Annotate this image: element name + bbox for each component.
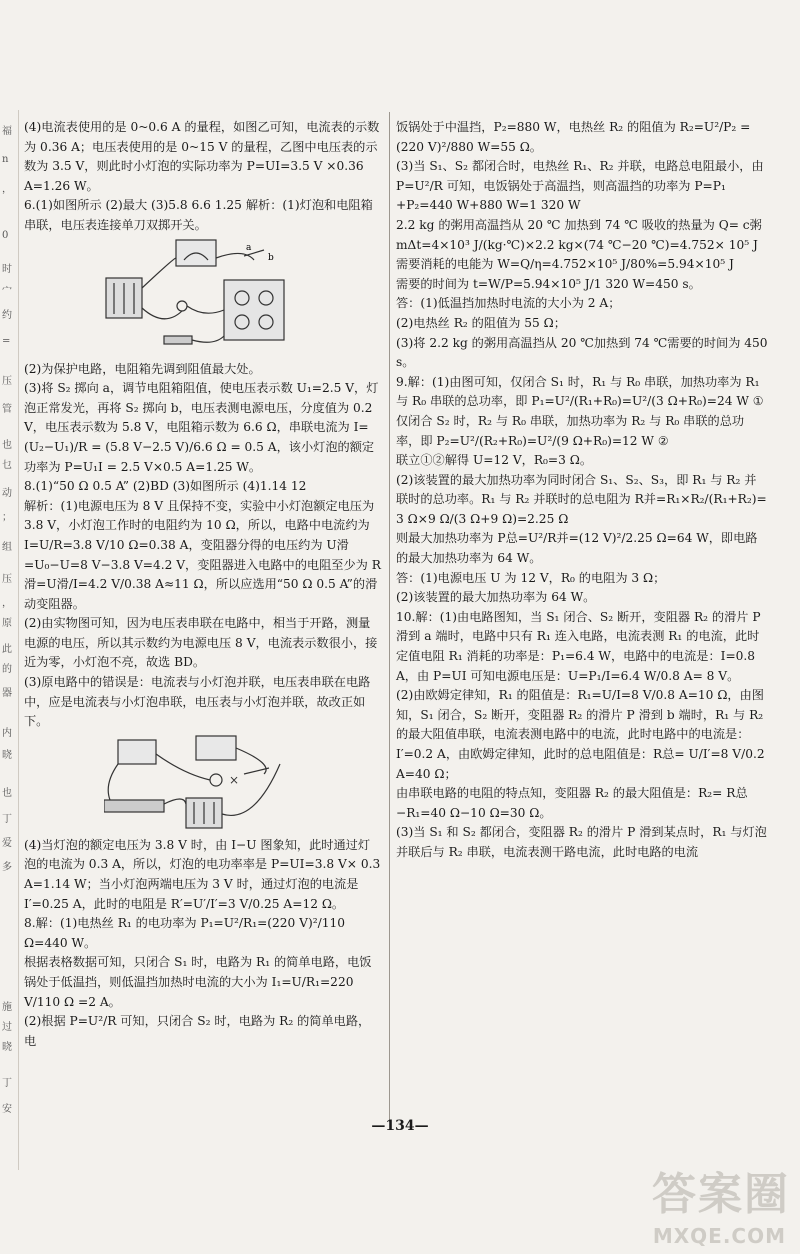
paragraph: 解析：(1)电源电压为 8 V 且保持不变，实验中小灯泡额定电压为 3.8 V，小灯泡工作时的电阻约为 10 Ω，所以，电路中电流约为 I=U/R=3.8 V/10 Ω=0.38 A，变阻器分得的电压约为 U滑 =U₀−U=8 V−3.8 V=4.2 V，变阻器进入电路中的电阻至少为 R滑=U滑/I=4.2 V/0.38 A≈11 Ω，所以应选用“50 Ω 0.5 A”的滑动变阻器。 — [24, 498, 381, 611]
paragraph: 则最大加热功率为 P总=U²/R并=(12 V)²/2.25 Ω=64 W，即电路的最大加热功率为 64 W。 — [396, 531, 758, 566]
gutter-char: 时 — [2, 264, 12, 275]
page-number: —134— — [371, 1118, 429, 1134]
gutter-char: 晓 — [2, 750, 12, 761]
paragraph: 需要消耗的电能为 W=Q/η=4.752×10⁵ J/80%=5.94×10⁵ J — [396, 257, 734, 272]
gutter-char: 原 — [2, 618, 12, 629]
circuit-figure-q8 — [104, 734, 294, 834]
gutter-char: 压 — [2, 376, 12, 387]
paragraph: (3)当 S₁、S₂ 都闭合时，电热丝 R₁、R₂ 并联，电路总电阻最小，由 P=U²/R 可知，电饭锅处于高温挡，则高温挡的功率为 P=P₁ +P₂=440 W+880 W=1 320 W — [396, 159, 764, 213]
gutter-char: n — [2, 154, 9, 165]
paragraph: (2)该装置的最大加热功率为 64 W。 — [396, 590, 596, 605]
paragraph: 联立①②解得 U=12 V，R₀=3 Ω。 — [396, 453, 593, 468]
paragraph: (3)将 S₂ 掷向 a，调节电阻箱阻值，使电压表示数 U₁=2.5 V，灯泡正常发光，再将 S₂ 掷向 b，电压表测电源电压，分度值为 0.2 V，电压表示数为 5.8 V，电阻箱示数为 6.6 Ω，串联电流为 I=(U₂−U₁)/R = (5.8 V−2.5 V)/6.6 Ω = 0.5 A，该小灯泡的额定功率为 P=U₁I = 2.5 V×0.5 A=1.25 W。 — [24, 381, 379, 474]
paragraph: 6.(1)如图所示 (2)最大 (3)5.8 6.6 1.25 解析：(1)灯泡和电阻箱串联，电压表连接单刀双掷开关。 — [24, 198, 373, 232]
gutter-char: 过 — [2, 1022, 12, 1033]
watermark — [622, 1158, 792, 1248]
paragraph: (2)根据 P=U²/R 可知，只闭合 S₂ 时，电路为 R₂ 的简单电路，电 — [24, 1014, 371, 1048]
gutter-char: 宀 — [2, 286, 12, 297]
gutter-char: ； — [2, 512, 12, 523]
right-column — [396, 118, 768, 863]
gutter-char: 乜 — [2, 460, 12, 471]
paragraph: (3)当 S₁ 和 S₂ 都闭合，变阻器 R₂ 的滑片 P 滑到某点时，R₁ 与灯泡并联后与 R₂ 串联，电流表测干路电流，此时电路的电流 — [396, 825, 767, 859]
paragraph: 仅闭合 S₂ 时，R₂ 与 R₀ 串联，加热功率为 R₂ 与 R₀ 串联的总功率，即 P₂=U²/(R₂+R₀)=U²/(9 Ω+R₀)=12 W ② — [396, 413, 745, 448]
paragraph: 8.解：(1)电热丝 R₁ 的电功率为 P₁=U²/R₁=(220 V)²/110 Ω=440 W。 — [24, 916, 345, 950]
figure-label-b: b — [268, 252, 274, 263]
left-column — [24, 118, 382, 1051]
watermark-logo: 答案圈 — [652, 1169, 790, 1220]
paragraph: 答：(1)低温挡加热时电流的大小为 2 A； — [396, 296, 621, 311]
gutter-char: 组 — [2, 542, 12, 553]
gutter-char: 内 — [2, 728, 12, 739]
paragraph: 需要的时间为 t=W/P=5.94×10⁵ J/1 320 W=450 s。 — [396, 276, 701, 291]
gutter-char: 施 — [2, 1002, 12, 1013]
gutter-char: 福 — [2, 126, 12, 137]
circuit-figure-q6 — [104, 238, 294, 358]
gutter-char: 器 — [2, 688, 12, 699]
paragraph: 10.解：(1)由电路图知，当 S₁ 闭合、S₂ 断开，变阻器 R₂ 的滑片 P 滑到 a 端时，电路中只有 R₁ 连入电路，电流表测 R₁ 的电流，此时定值电阻 R₁ 消耗的功率是：P₁=6.4 W，电路中的电流是：I=0.8 A，由 P=UI 可知电源电压是：U=P₁/I=6.4 W/0.8 A= 8 V。 — [396, 609, 761, 683]
gutter-char: 爱 — [2, 838, 12, 849]
gutter-char: 的 — [2, 664, 12, 675]
figure-label-a: a — [246, 242, 252, 253]
paragraph: (2)为保护电路，电阻箱先调到阻值最大处。 — [24, 361, 261, 376]
paragraph: 答：(1)电源电压 U 为 12 V，R₀ 的电阻为 3 Ω； — [396, 570, 666, 585]
svg-text:×: × — [229, 772, 240, 787]
paragraph: (4)当灯泡的额定电压为 3.8 V 时，由 I−U 图象知，此时通过灯泡的电流为 0.3 A，所以，灯泡的电功率率是 P=UI=3.8 V× 0.3 A=1.14 W；当小灯泡两端电压为 3 V 时，通过灯泡的电流是 I′=0.25 A，此时的电阻是 R′=U′/I′=3 V/0.25 A=12 Ω。 — [24, 837, 381, 911]
paragraph: (2)电热丝 R₂ 的阻值为 55 Ω； — [396, 315, 566, 330]
gutter-char: 丁 — [2, 814, 12, 825]
gutter-char: = — [2, 336, 11, 347]
paragraph: 2.2 kg 的粥用高温挡从 20 ℃ 加热到 74 ℃ 吸收的热量为 Q= c粥 mΔt=4×10³ J/(kg·℃)×2.2 kg×(74 ℃−20 ℃)=4.752× 10⁵ J — [396, 217, 762, 252]
paragraph: 8.(1)“50 Ω 0.5 A” (2)BD (3)如图所示 (4)1.14 12 — [24, 479, 307, 494]
column-divider — [389, 112, 390, 1122]
gutter-char: 安 — [2, 1104, 12, 1115]
paragraph: (3)将 2.2 kg 的粥用高温挡从 20 ℃加热到 74 ℃需要的时间为 450 s。 — [396, 335, 768, 370]
gutter-char: 也 — [2, 788, 12, 799]
gutter-char: 动 — [2, 488, 12, 499]
paragraph: (3)原电路中的错误是：电流表与小灯泡并联，电压表串联在电路中，应是电流表与小灯泡串联，电压表与小灯泡并联，故改正如下。 — [24, 675, 371, 729]
paragraph: (2)该装置的最大加热功率为同时闭合 S₁、S₂、S₃，即 R₁ 与 R₂ 并联时的总功率。R₁ 与 R₂ 并联时的总电阻为 R并=R₁×R₂/(R₁+R₂)= 3 Ω×9 Ω/(3 Ω+9 Ω)=2.25 Ω — [396, 472, 767, 526]
gutter-char: 约 — [2, 310, 12, 321]
gutter-char: ， — [2, 598, 12, 609]
paragraph: (2)由欧姆定律知，R₁ 的阻值是：R₁=U/I=8 V/0.8 A=10 Ω，由图知，S₁ 闭合，S₂ 断开，变阻器 R₂ 的滑片 P 滑到 b 端时，R₁ 与 R₂ 的最大阻值串联，电流表测电路中的电流，此时电路中的电流是：I′=0.2 A，由欧姆定律知，此时的总电阻值是：R总= U/I′=8 V/0.2 A=40 Ω； — [396, 688, 765, 781]
paragraph: (2)由实物图可知，因为电压表串联在电路中，相当于开路，测量电源的电压，所以其示数约为电源电压 8 V，电流表示数很小，接近为零，小灯泡不亮，故选 BD。 — [24, 616, 378, 670]
watermark-url: MXQE.COM — [652, 1224, 786, 1248]
paragraph: (4)电流表使用的是 0~0.6 A 的量程，如图乙可知，电流表的示数为 0.36 A；电压表使用的是 0~15 V 的量程，乙图中电压表的示数为 3.5 V，则此时小灯泡的实际功率为 P=UI=3.5 V ×0.36 A=1.26 W。 — [24, 120, 380, 193]
paragraph: 饭锅处于中温挡，P₂=880 W，电热丝 R₂ 的阻值为 R₂=U²/P₂ = (220 V)²/880 W=55 Ω。 — [396, 120, 751, 154]
gutter-char: 晓 — [2, 1042, 12, 1053]
gutter-char: 0 — [2, 230, 9, 241]
left-gutter-fragments — [0, 110, 19, 1170]
gutter-char: 多 — [2, 862, 12, 873]
gutter-char: 管 — [2, 404, 12, 415]
paragraph: 由串联电路的电阻的特点知，变阻器 R₂ 的最大阻值是：R₂= R总−R₁=40 Ω−10 Ω=30 Ω。 — [396, 786, 748, 820]
paragraph: 根据表格数据可知，只闭合 S₁ 时，电路为 R₁ 的简单电路，电饭锅处于低温挡，则低温挡加热时电流的大小为 I₁=U/R₁=220 V/110 Ω =2 A。 — [24, 955, 372, 1009]
gutter-char: 此 — [2, 644, 12, 655]
gutter-char: 也 — [2, 440, 12, 451]
gutter-char: 丁 — [2, 1078, 12, 1089]
paragraph: 9.解：(1)由图可知，仅闭合 S₁ 时，R₁ 与 R₀ 串联，加热功率为 R₁ 与 R₀ 串联的总功率，即 P₁=U²/(R₁+R₀)=U²/(3 Ω+R₀)=24 W ① — [396, 374, 764, 409]
gutter-char: ， — [2, 184, 12, 195]
gutter-char: 压 — [2, 574, 12, 585]
